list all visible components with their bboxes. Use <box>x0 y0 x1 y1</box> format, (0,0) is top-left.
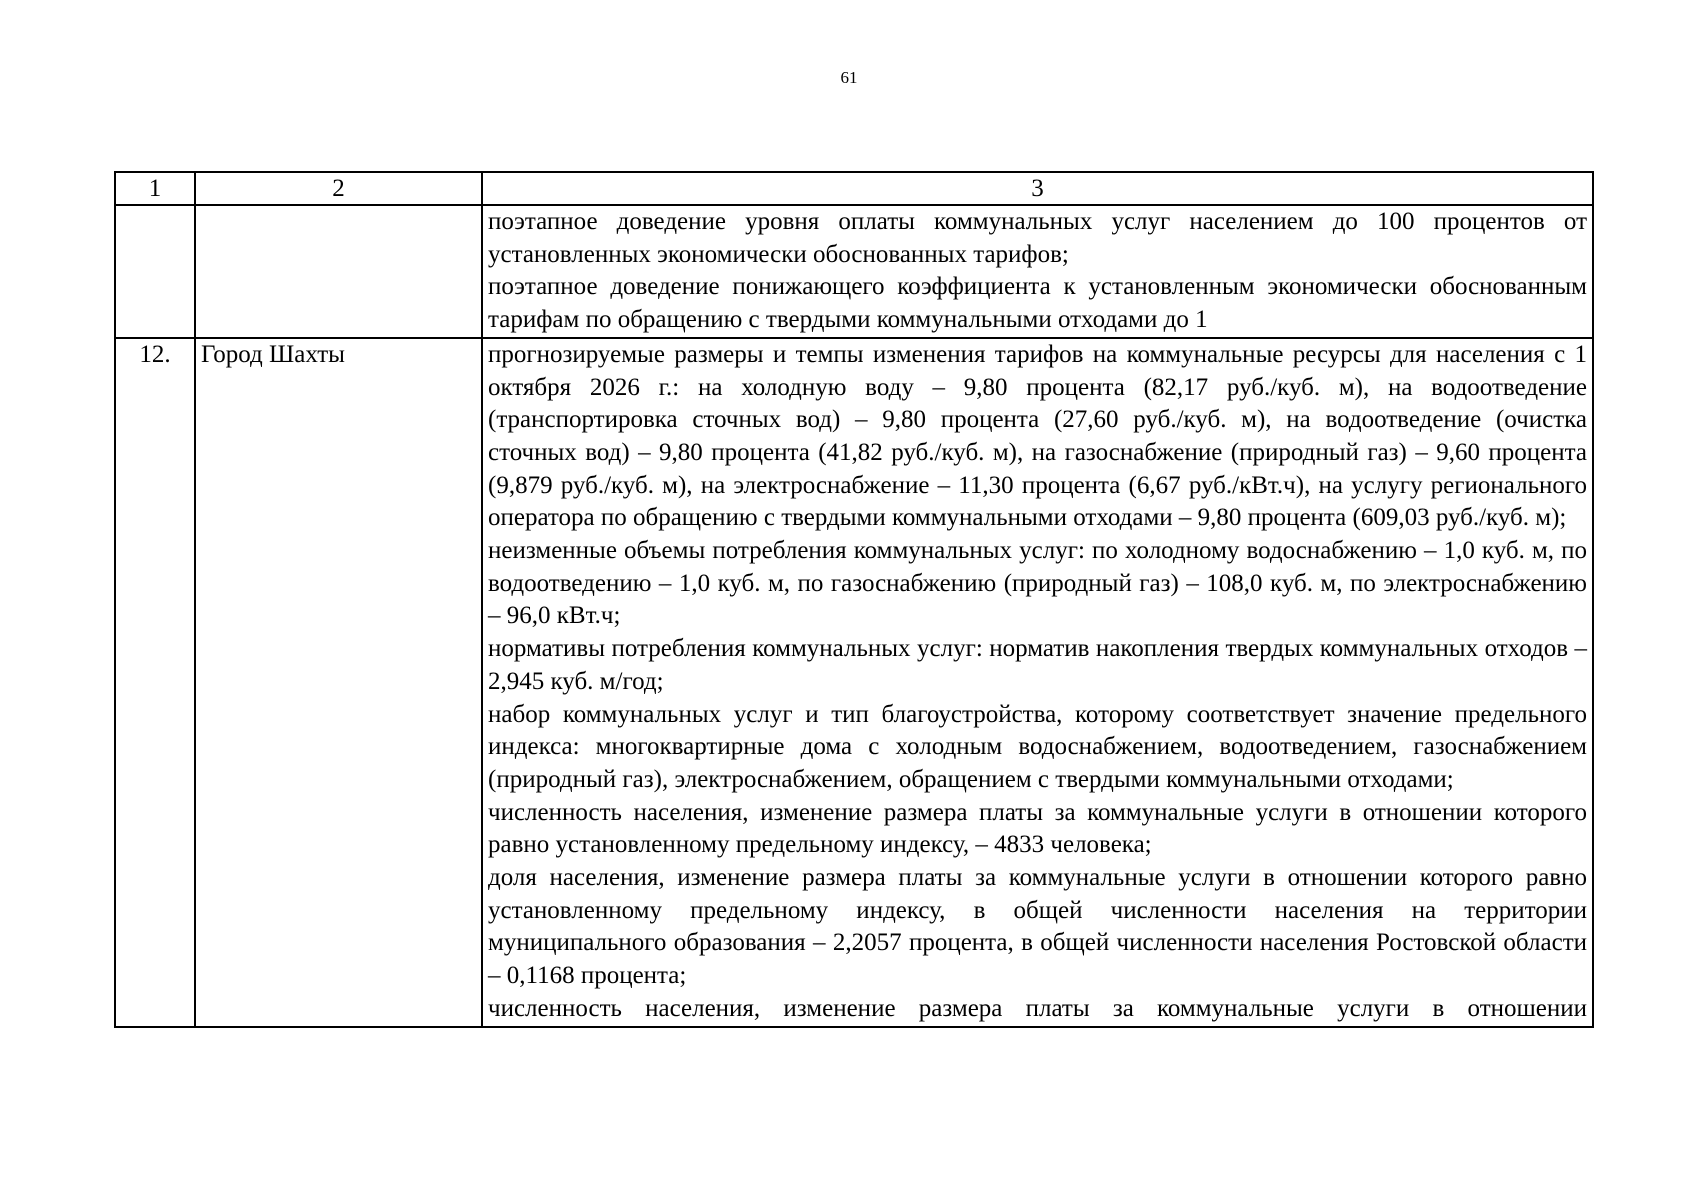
table-row <box>115 205 1593 338</box>
paragraph: поэтапное доведение уровня оплаты коммунальных услуг населением до 100 процентов от установленных экономически обоснованных тарифов; <box>488 208 1587 268</box>
tariff-table <box>114 171 1594 1028</box>
column-header-1: 1 <box>115 172 195 205</box>
paragraph: доля населения, изменение размера платы за коммунальные услуги в отношении которого равно установленному предельному индексу, в общей численности населения на территории муниципального образования – 2,2057 процента, в общей численности населения Ростовской области – 0,1168 процента; <box>488 864 1587 990</box>
row-number-cell: 12. <box>115 338 195 1027</box>
paragraph: неизменные объемы потребления коммунальных услуг: по холодному водоснабжению – 1,0 куб. м, по водоотведению – 1,0 куб. м, по газоснабжению (природный газ) – 108,0 куб. м, по электроснабжению – 96,0 кВт.ч; <box>488 537 1587 630</box>
paragraph: набор коммунальных услуг и тип благоустройства, которому соответствует значение предельного индекса: многоквартирные дома с холодным водоснабжением, водоотведением, газоснабжением (природный газ), электроснабжением, обращением с твердыми коммунальными отходами; <box>488 700 1587 793</box>
municipality-name-cell <box>195 205 482 338</box>
paragraph: поэтапное доведение понижающего коэффициента к установленным экономически обоснованным тарифам по обращению с твердыми коммунальными отходами до 1 <box>488 273 1587 334</box>
municipality-name-cell: Город Шахты <box>195 338 482 1027</box>
column-header-2: 2 <box>195 172 482 205</box>
paragraph: численность населения, изменение размера платы за коммунальные услуги в отношении <box>488 994 1587 1022</box>
paragraph: нормативы потребления коммунальных услуг: норматив накопления твердых коммунальных отходов – 2,945 куб. м/год; <box>488 635 1587 695</box>
indicators-cell <box>482 338 1593 1027</box>
column-header-3: 3 <box>482 172 1593 205</box>
table-header-row <box>115 172 1593 205</box>
indicators-cell <box>482 205 1593 338</box>
paragraph: прогнозируемые размеры и темпы изменения тарифов на коммунальные ресурсы для населения с 1 октября 2026 г.: на холодную воду – 9,80 процента (82,17 руб./куб. м), на водоотведение (транспортировка сточных вод) – 9,80 процента (27,60 руб./куб. м), на водоотведение (очистка сточных вод) – 9,80 процента (41,82 руб./куб. м), на газоснабжение (природный газ) – 9,60 процента (9,879 руб./куб. м), на электроснабжение – 11,30 процента (6,67 руб./кВт.ч), на услугу регионального оператора по обращению с твердыми коммунальными отходами – 9,80 процента (609,03 руб./куб. м); <box>488 340 1587 532</box>
table-row <box>115 338 1593 1027</box>
paragraph: численность населения, изменение размера платы за коммунальные услуги в отношении которого равно установленному предельному индексу, – 4833 человека; <box>488 798 1587 859</box>
row-number-cell <box>115 205 195 338</box>
page-number: 61 <box>840 68 858 87</box>
